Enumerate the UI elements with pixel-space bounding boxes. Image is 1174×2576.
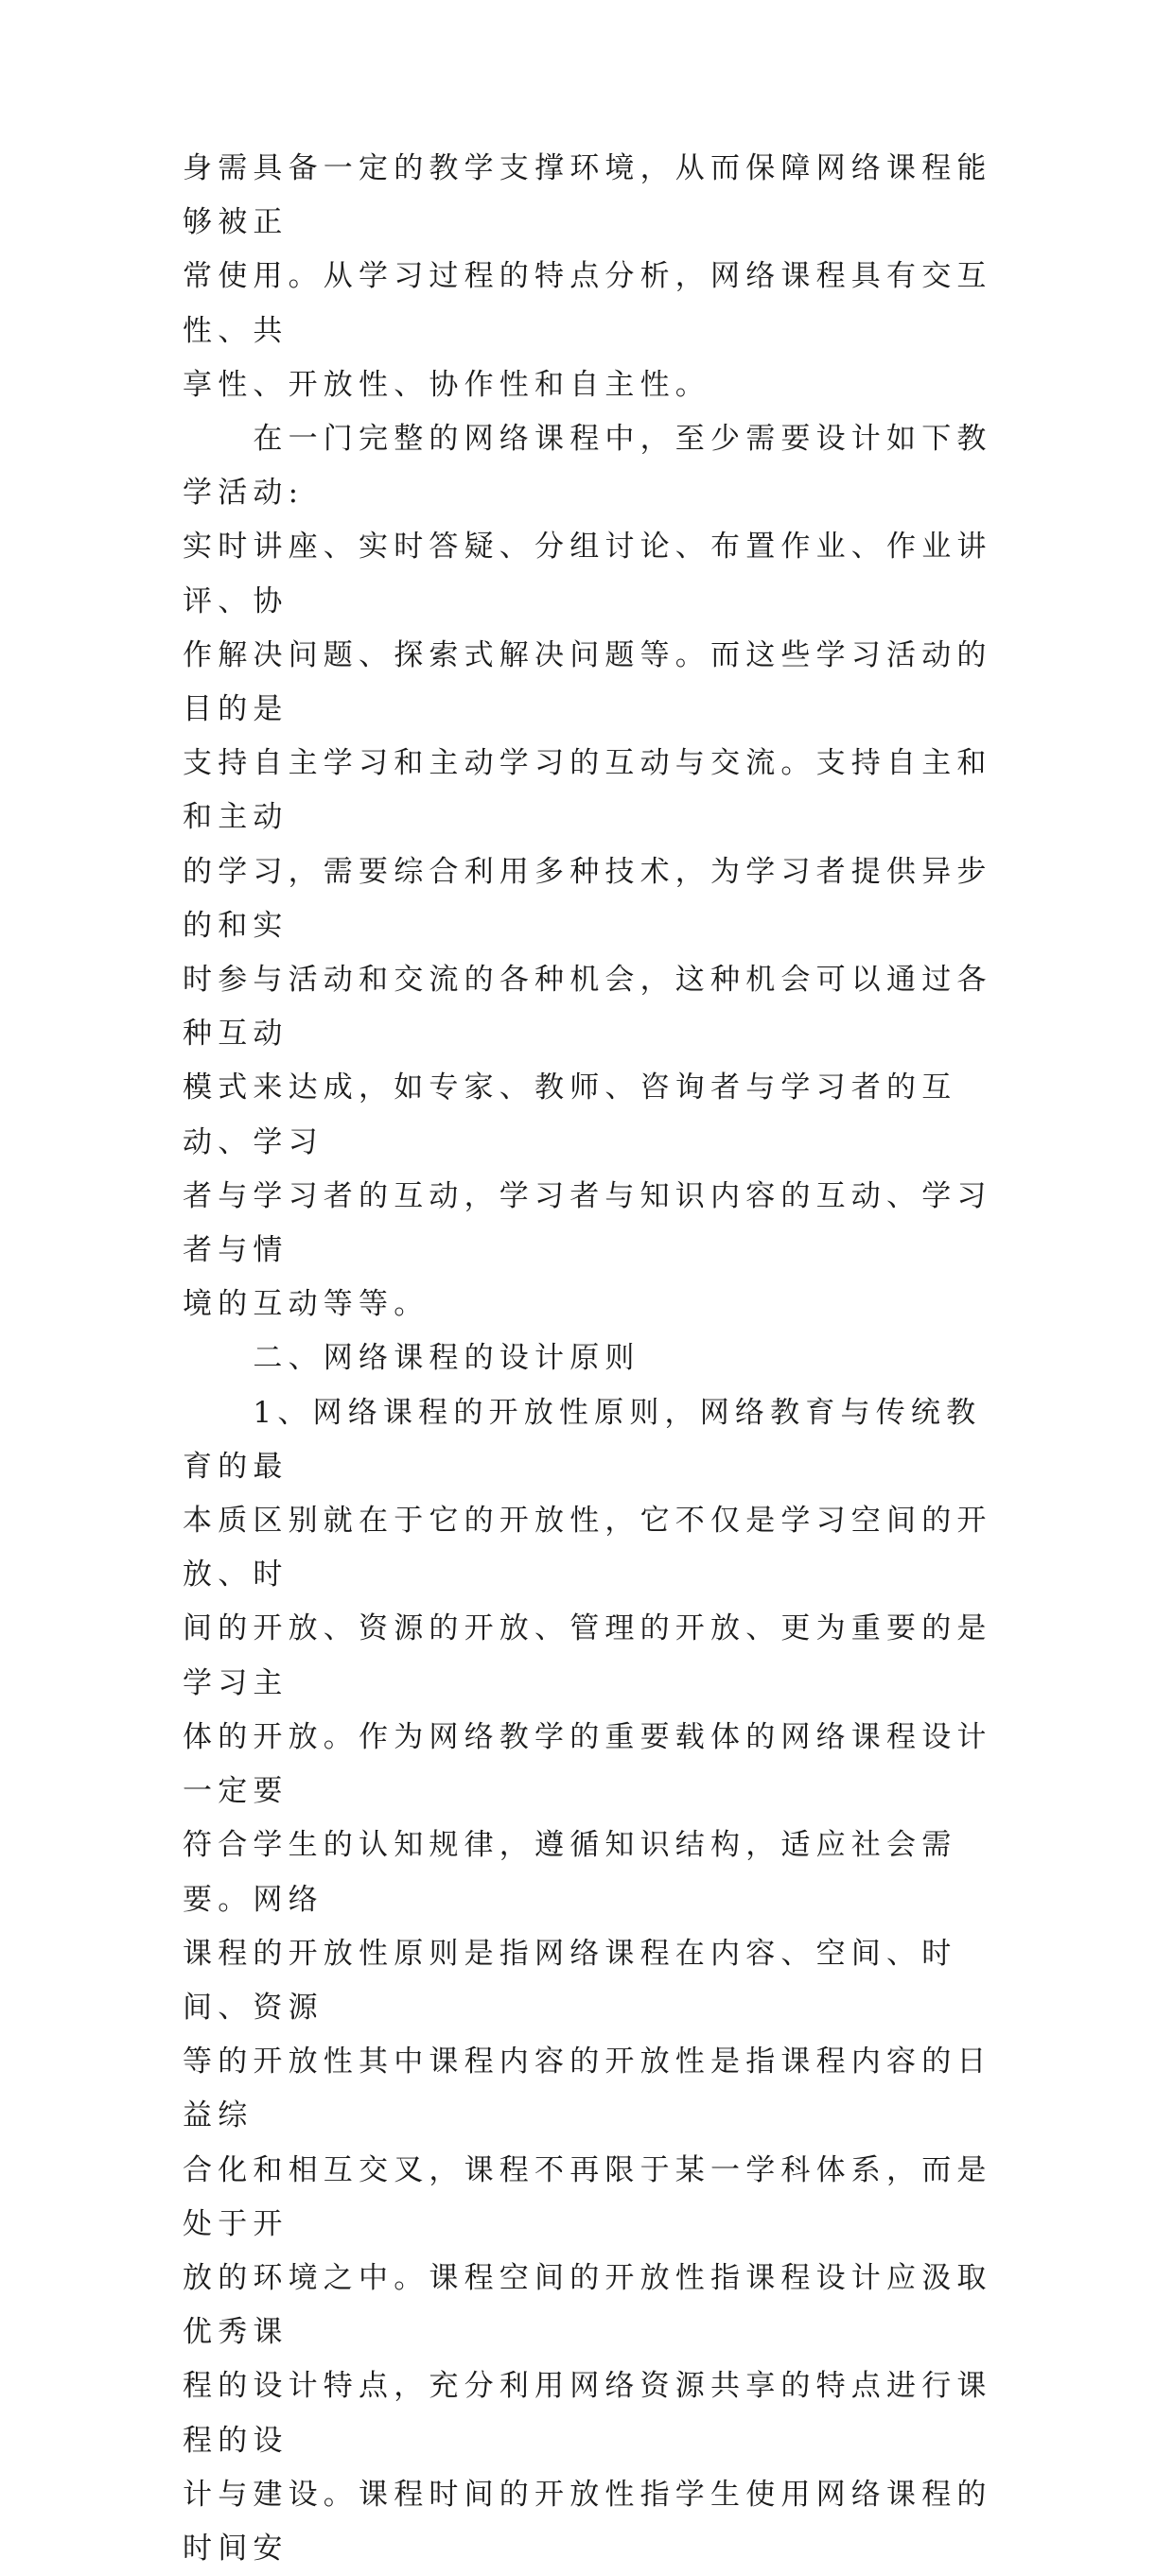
paragraph-1: 身需具备一定的教学支撑环境，从而保障网络课程能够被正 常使用。从学习过程的特点分析，网络课程具有交互性、共 享性、开放性、协作性和自主性。 xyxy=(183,151,992,402)
document-page xyxy=(183,142,996,2576)
paragraph-3: 1、网络课程的开放性原则，网络教育与传统教育的最 本质区别就在于它的开放性，它不仅是学习空间的开放、时 间的开放、资源的开放、管理的开放、更为重要的是学习主 体的开放。作为网络教学的重要载体的网络课程设计一定要 符合学生的认知规律，遵循知识结构，适应社会需要。网络 课程的开放性原则是指网络课程在内容、空间、时间、资源 等的开放性其中课程内容的开放性是指课程内容的日益综 合化和相互交叉，课程不再限于某一学科体系，而是处于开 放的环境之中。课程空间的开放性指课程设计应汲取优秀课 程的设计特点，充分利用网络资源共享的特点进行课程的设 计与建设。课程时间的开放性指学生使用网络课程的时间安 xyxy=(183,1395,992,2566)
paragraph-2: 在一门完整的网络课程中，至少需要设计如下教学活动: 实时讲座、实时答疑、分组讨论、布置作业、作业讲评、协 作解决问题、探索式解决问题等。而这些学习活动的目的是 支持自主学习和主动学习的互动与交流。支持自主和和主动 的学习，需要综合利用多种技术，为学习者提供异步的和实 时参与活动和交流的各种机会，这种机会可以通过各种互动 模式来达成，如专家、教师、咨询者与学习者的互动、学习 者与学习者的互动，学习者与知识内容的互动、学习者与情 境的互动等等。 xyxy=(183,422,992,1322)
section-heading: 二、网络课程的设计原则 xyxy=(183,1341,640,1376)
